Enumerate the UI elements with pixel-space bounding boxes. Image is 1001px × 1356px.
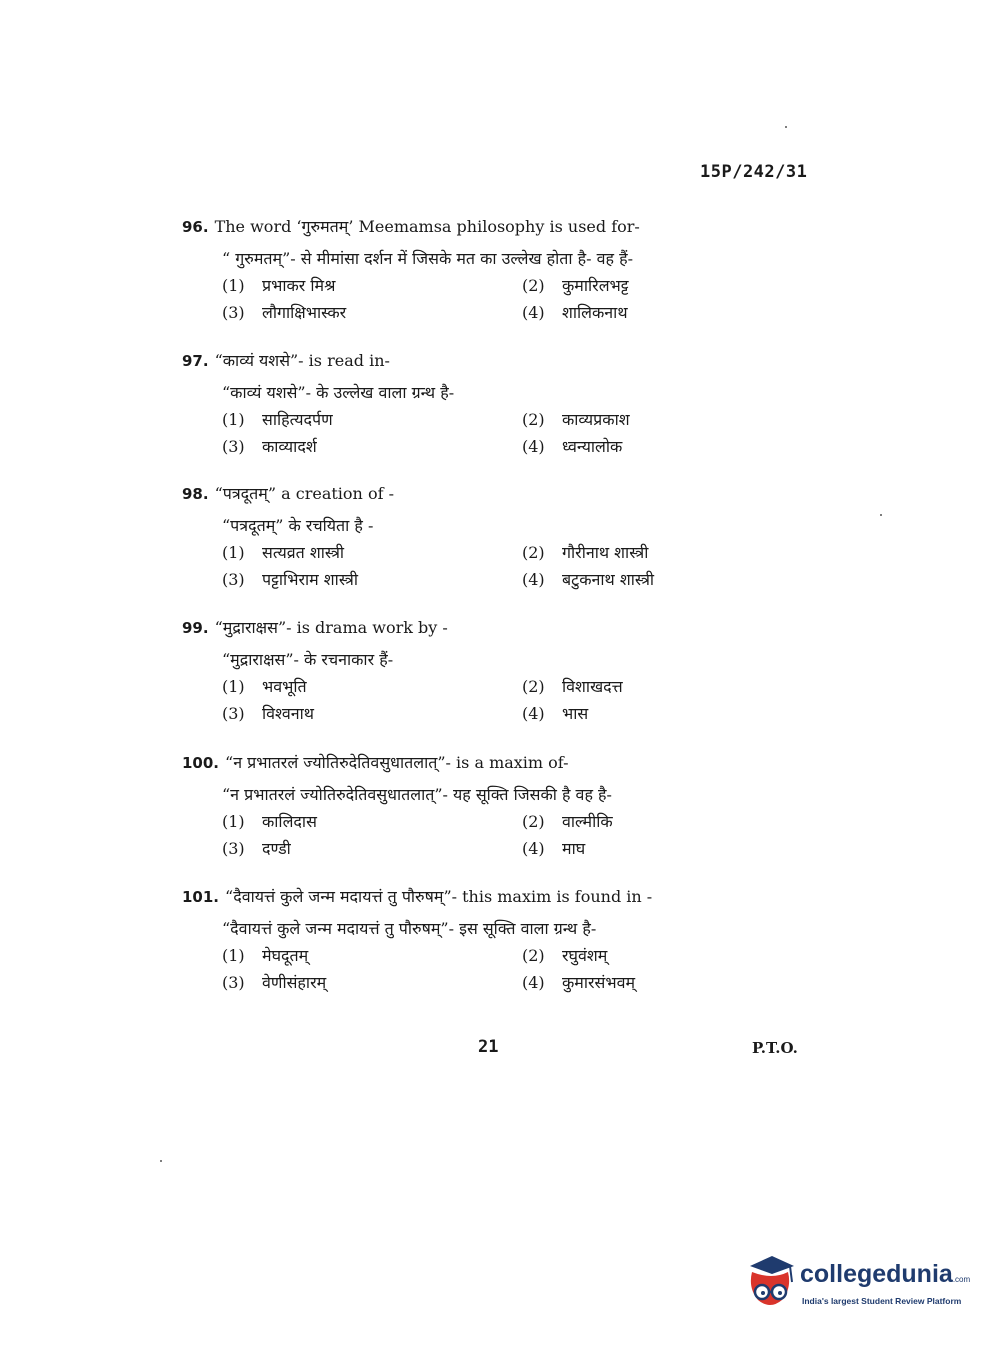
question-101 — [182, 884, 782, 1000]
question-english: “दैवायत्तं कुले जन्म मदायत्तं तु पौरुषम्”- this maxim is found in - — [225, 887, 653, 906]
question-100 — [182, 750, 782, 866]
question-number: 99. — [182, 619, 209, 637]
question-number: 100. — [182, 754, 220, 772]
option-1: (1) कालिदास — [222, 812, 317, 831]
question-hindi: “पत्रदूतम्” के रचयिता है - — [222, 516, 374, 535]
question-hindi: “दैवायत्तं कुले जन्म मदायत्तं तु पौरुषम्”- इस सूक्ति वाला ग्रन्थ है- — [222, 919, 597, 938]
question-english: “पत्रदूतम्” a creation of - — [214, 484, 394, 503]
options — [222, 541, 782, 597]
options — [222, 274, 782, 330]
options — [222, 810, 782, 866]
logo-tagline: India's largest Student Review Platform — [802, 1296, 962, 1306]
options — [222, 944, 782, 1000]
student-mascot-icon — [742, 1252, 798, 1314]
page-number: 21 — [478, 1037, 499, 1057]
option-3: (3) विश्वनाथ — [222, 704, 314, 723]
option-1: (1) सत्यव्रत शास्त्री — [222, 543, 345, 562]
option-1: (1) भवभूति — [222, 677, 307, 696]
option-3: (3) दण्डी — [222, 839, 291, 858]
logo-wordmark: collegedunia.com — [800, 1260, 971, 1288]
option-4: (4) बटुकनाथ शास्त्री — [522, 570, 655, 589]
question-hindi: “ गुरुमतम्”- से मीमांसा दर्शन में जिसके मत का उल्लेख होता है- वह हैं- — [222, 249, 634, 268]
option-4: (4) ध्वन्यालोक — [522, 437, 623, 456]
question-number: 97. — [182, 352, 209, 370]
option-4: (4) भास — [522, 704, 589, 723]
options — [222, 675, 782, 731]
question-english: “काव्यं यशसे”- is read in- — [214, 351, 390, 370]
option-3: (3) काव्यादर्श — [222, 437, 317, 456]
question-english: “मुद्राराक्षस”- is drama work by - — [214, 618, 448, 637]
question-number: 101. — [182, 888, 220, 906]
scan-speck — [785, 126, 787, 128]
options — [222, 408, 782, 464]
question-hindi: “न प्रभातरलं ज्योतिरुदेतिवसुधातलात्”- यह सूक्ति जिसकी है वह है- — [222, 785, 612, 804]
scan-speck — [880, 514, 882, 516]
option-4: (4) माघ — [522, 839, 586, 858]
question-99 — [182, 615, 782, 731]
paper-code: 15P/242/31 — [700, 162, 808, 182]
question-english: The word ‘गुरुमतम्’ Meemamsa philosophy is used for- — [214, 217, 640, 236]
question-number: 96. — [182, 218, 209, 236]
option-3: (3) वेणीसंहारम् — [222, 973, 327, 992]
pto-label: P.T.O. — [752, 1039, 798, 1057]
question-96 — [182, 214, 782, 330]
collegedunia-logo — [742, 1250, 972, 1320]
option-2: (2) कुमारिलभट्ट — [522, 276, 629, 295]
option-2: (2) वाल्मीकि — [522, 812, 613, 831]
option-1: (1) प्रभाकर मिश्र — [222, 276, 336, 295]
question-hindi: “मुद्राराक्षस”- के रचनाकार हैं- — [222, 650, 394, 669]
option-4: (4) शालिकनाथ — [522, 303, 628, 322]
question-english: “न प्रभातरलं ज्योतिरुदेतिवसुधातलात्”- is a maxim of- — [225, 753, 569, 772]
option-4: (4) कुमारसंभवम् — [522, 973, 636, 992]
question-hindi: “काव्यं यशसे”- के उल्लेख वाला ग्रन्थ है- — [222, 383, 455, 402]
option-1: (1) मेघदूतम् — [222, 946, 309, 965]
option-1: (1) साहित्यदर्पण — [222, 410, 333, 429]
option-3: (3) पट्टाभिराम शास्त्री — [222, 570, 359, 589]
option-2: (2) रघुवंशम् — [522, 946, 608, 965]
option-2: (2) गौरीनाथ शास्त्री — [522, 543, 649, 562]
option-2: (2) काव्यप्रकाश — [522, 410, 630, 429]
option-2: (2) विशाखदत्त — [522, 677, 623, 696]
question-number: 98. — [182, 485, 209, 503]
option-3: (3) लौगाक्षिभास्कर — [222, 303, 347, 322]
scan-speck — [160, 1160, 162, 1162]
question-98 — [182, 481, 782, 597]
question-97 — [182, 348, 782, 464]
